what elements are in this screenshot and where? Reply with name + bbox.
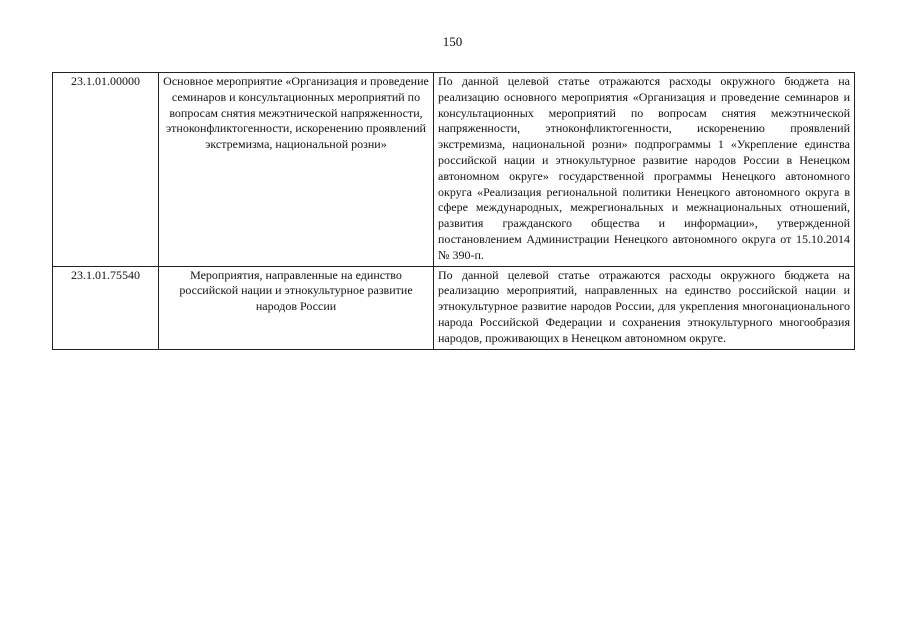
table-row [53, 266, 855, 349]
page-number: 150 [442, 34, 463, 49]
table-row [53, 73, 855, 267]
target-article-code: 23.1.01.00000 [53, 73, 159, 267]
target-article-code: 23.1.01.75540 [53, 266, 159, 349]
target-article-description: По данной целевой статье отражаются расходы окружного бюджета на реализацию основного мероприятия «Организация и проведение семинаров и консультационных мероприятий по вопросам снятия межэтнической напряженности, этноконфликтогенности, искоренению проявлений экстремизма, национальной розни» подпрограммы 1 «Укрепление единства российской нации и этнокультурное развитие народов России в Ненецком автономном округе» государственной программы Ненецкого автономного округа «Реализация региональной политики Ненецкого автономного округа в сфере международных, межрегиональных и межнациональных отношений, развития гражданского общества и информации», утвержденной постановлением Администрации Ненецкого автономного округа от 15.10.2014 № 390-п. [434, 73, 855, 267]
target-article-description: По данной целевой статье отражаются расходы окружного бюджета на реализацию мероприятий, направленных на единство российской нации и этнокультурное развитие народов России, для укрепления многонационального народа Российской Федерации и сохранения этнокультурного многообразия народов, проживающих в Ненецком автономном округе. [434, 266, 855, 349]
target-article-name: Основное мероприятие «Организация и проведение семинаров и консультационных мероприятий по вопросам снятия межэтнической напряженности, этноконфликтогенности, искоренению проявлений экстремизма, национальной розни» [159, 73, 434, 267]
budget-classification-table [52, 72, 855, 350]
target-article-name: Мероприятия, направленные на единство российской нации и этнокультурное развитие народов России [159, 266, 434, 349]
